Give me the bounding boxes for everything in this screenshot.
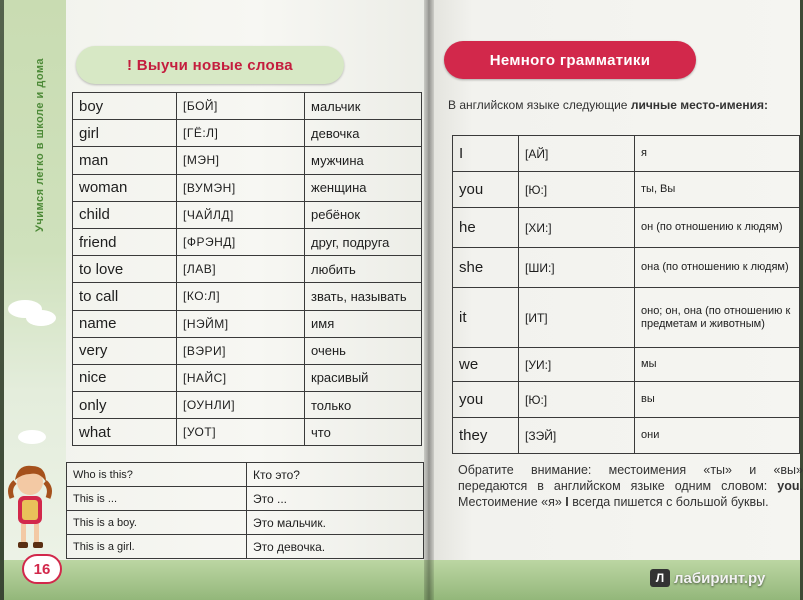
phrase-russian: Это мальчик. — [247, 511, 424, 535]
intro-text: В английском языке следующие — [448, 98, 628, 112]
phrase-english: This is a girl. — [67, 535, 247, 559]
pronoun-row — [453, 382, 800, 418]
vocab-row — [73, 93, 422, 120]
pronoun-transcription: [ХИ:] — [519, 208, 635, 248]
pronoun-word: he — [453, 208, 519, 248]
vocab-transcription: [ВЭРИ] — [177, 337, 305, 364]
watermark-text: лабиринт.ру — [674, 569, 766, 587]
phrase-english: This is a boy. — [67, 511, 247, 535]
note-text-3: всегда пишется с большой буквы. — [572, 495, 769, 509]
pronoun-transcription: [АЙ] — [519, 136, 635, 172]
page-number: 16 — [22, 554, 62, 584]
pronoun-translation: ты, Вы — [635, 172, 800, 208]
pronoun-word: I — [453, 136, 519, 172]
vocab-row — [73, 256, 422, 283]
intro-bold-text: личные место-имения: — [630, 98, 768, 112]
labirint-logo-icon: Л — [650, 569, 670, 587]
phrases-table — [66, 462, 424, 559]
phrase-row — [67, 511, 424, 535]
phrase-row — [67, 487, 424, 511]
phrase-russian: Это ... — [247, 487, 424, 511]
pronoun-row — [453, 348, 800, 382]
phrase-row — [67, 535, 424, 559]
pronoun-transcription: [УИ:] — [519, 348, 635, 382]
pronouns-table — [452, 135, 800, 454]
phrase-row — [67, 463, 424, 487]
vocab-row — [73, 310, 422, 337]
pronoun-row — [453, 136, 800, 172]
vocab-transcription: [НЭЙМ] — [177, 310, 305, 337]
pronoun-translation: вы — [635, 382, 800, 418]
vocab-word: child — [73, 201, 177, 228]
vocab-word: what — [73, 419, 177, 446]
pronoun-transcription: [ШИ:] — [519, 248, 635, 288]
vocab-word: very — [73, 337, 177, 364]
pronoun-transcription: [ЗЭЙ] — [519, 418, 635, 454]
section-title-grammar: Немного грамматики — [444, 41, 696, 79]
vocab-row — [73, 228, 422, 255]
vocab-row — [73, 201, 422, 228]
vocab-word: name — [73, 310, 177, 337]
pronoun-row — [453, 418, 800, 454]
vocab-word: girl — [73, 120, 177, 147]
pronoun-translation: оно; он, она (по отношению к предметам и животным) — [635, 288, 800, 348]
vocab-transcription: [УОТ] — [177, 419, 305, 446]
vocab-word: friend — [73, 228, 177, 255]
vocab-transcription: [НАЙС] — [177, 364, 305, 391]
vocab-word: to call — [73, 283, 177, 310]
vocab-row — [73, 392, 422, 419]
vocab-transcription: [КО:Л] — [177, 283, 305, 310]
vocab-word: only — [73, 392, 177, 419]
pronoun-transcription: [ИТ] — [519, 288, 635, 348]
vocab-word: man — [73, 147, 177, 174]
pronoun-word: they — [453, 418, 519, 454]
vocabulary-table — [72, 92, 422, 446]
girl-illustration — [6, 452, 56, 552]
cloud-decoration — [26, 310, 56, 326]
vocab-translation: что — [305, 419, 422, 446]
vocab-row — [73, 283, 422, 310]
vocab-translation: друг, подруга — [305, 228, 422, 255]
note-bold-i: I — [565, 495, 569, 509]
vocab-translation: очень — [305, 337, 422, 364]
book-spine — [424, 0, 434, 600]
series-title: Учимся легко в школе и дома — [34, 57, 46, 232]
vocab-transcription: [ОУНЛИ] — [177, 392, 305, 419]
vocab-word: woman — [73, 174, 177, 201]
vocab-translation: имя — [305, 310, 422, 337]
vocab-row — [73, 120, 422, 147]
pronoun-transcription: [Ю:] — [519, 382, 635, 418]
pronoun-translation: мы — [635, 348, 800, 382]
vocab-row — [73, 174, 422, 201]
vocab-translation: ребёнок — [305, 201, 422, 228]
vocab-transcription: [МЭН] — [177, 147, 305, 174]
vocab-translation: красивый — [305, 364, 422, 391]
vocab-translation: женщина — [305, 174, 422, 201]
pronoun-translation: он (по отношению к людям) — [635, 208, 800, 248]
vocab-translation: звать, называть — [305, 283, 422, 310]
vocab-transcription: [ЛАВ] — [177, 256, 305, 283]
vocab-word: boy — [73, 93, 177, 120]
pronoun-word: you — [453, 172, 519, 208]
phrase-english: Who is this? — [67, 463, 247, 487]
pronoun-translation: они — [635, 418, 800, 454]
vocab-transcription: [ФРЭНД] — [177, 228, 305, 255]
attention-note — [458, 462, 803, 510]
vocab-translation: только — [305, 392, 422, 419]
phrase-english: This is ... — [67, 487, 247, 511]
grammar-intro — [448, 98, 770, 113]
pronoun-word: she — [453, 248, 519, 288]
vocab-transcription: [ЧАЙЛД] — [177, 201, 305, 228]
vocab-transcription: [ВУМЭН] — [177, 174, 305, 201]
watermark — [650, 566, 765, 590]
pronoun-translation: я — [635, 136, 800, 172]
pronoun-row — [453, 248, 800, 288]
pronoun-word: it — [453, 288, 519, 348]
phrase-russian: Это девочка. — [247, 535, 424, 559]
vocab-row — [73, 364, 422, 391]
pronoun-row — [453, 208, 800, 248]
note-text-2: . Местоимение «я» — [458, 479, 803, 509]
note-bold-you: you — [777, 479, 800, 493]
vocab-translation: мальчик — [305, 93, 422, 120]
vocab-translation: девочка — [305, 120, 422, 147]
vocab-transcription: [БОЙ] — [177, 93, 305, 120]
section-title-new-words: ! Выучи новые слова — [76, 46, 344, 84]
pronoun-row — [453, 288, 800, 348]
cloud-decoration — [18, 430, 46, 444]
vocab-translation: любить — [305, 256, 422, 283]
pronoun-translation: она (по отношению к людям) — [635, 248, 800, 288]
pronoun-row — [453, 172, 800, 208]
vocab-row — [73, 337, 422, 364]
pronoun-word: you — [453, 382, 519, 418]
note-text-1: Обратите внимание: местоимения «ты» и «вы» передаются в английском языке одним словом: — [458, 463, 803, 493]
vocab-row — [73, 147, 422, 174]
pronoun-word: we — [453, 348, 519, 382]
vocab-translation: мужчина — [305, 147, 422, 174]
vocab-row — [73, 419, 422, 446]
vocab-word: nice — [73, 364, 177, 391]
vocab-word: to love — [73, 256, 177, 283]
phrase-russian: Кто это? — [247, 463, 424, 487]
pronoun-transcription: [Ю:] — [519, 172, 635, 208]
vocab-transcription: [ГЁ:Л] — [177, 120, 305, 147]
